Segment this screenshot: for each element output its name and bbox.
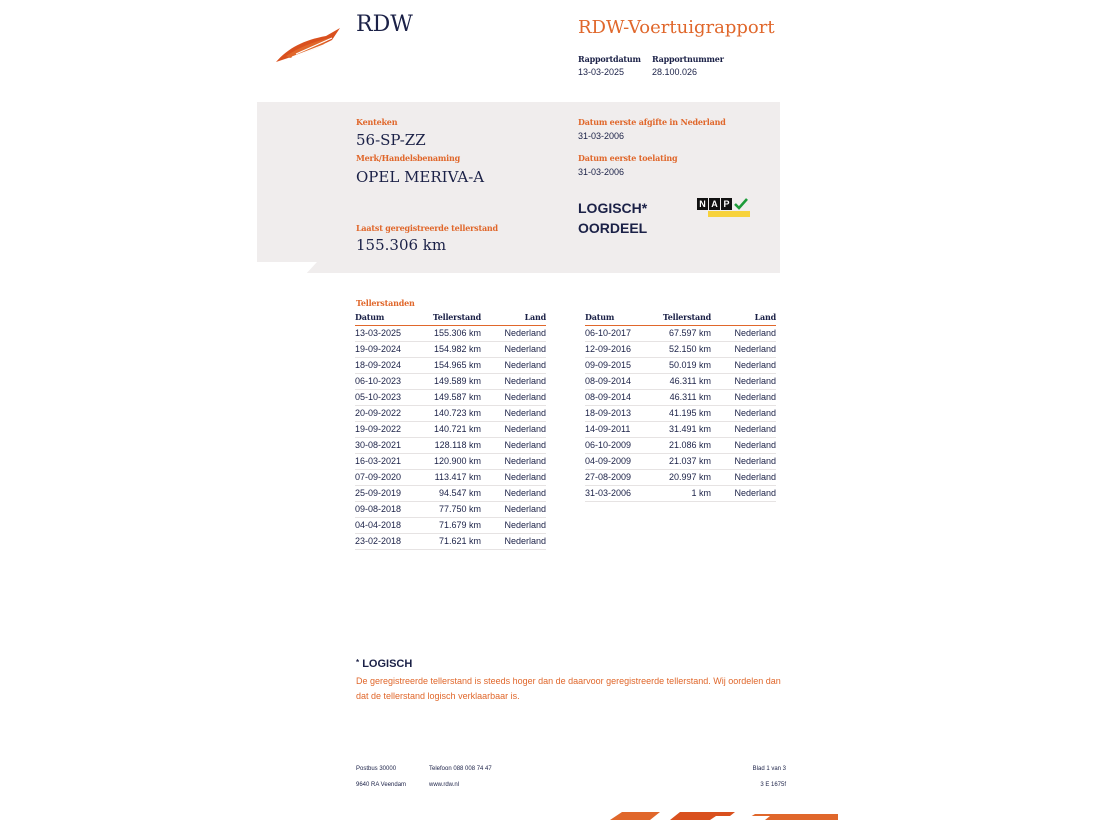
cell-land: Nederland bbox=[711, 406, 776, 422]
cell-datum: 08-09-2014 bbox=[585, 390, 655, 406]
table-row bbox=[355, 518, 546, 534]
afgifte-value: 31-03-2006 bbox=[578, 131, 625, 141]
table-row bbox=[585, 422, 776, 438]
cell-land: Nederland bbox=[481, 326, 546, 342]
table-row bbox=[585, 438, 776, 454]
org-name: RDW bbox=[356, 12, 413, 37]
table-row bbox=[585, 374, 776, 390]
cell-tellerstand: 154.965 km bbox=[425, 358, 481, 374]
tellerstanden-table-left bbox=[355, 312, 546, 550]
cell-tellerstand: 155.306 km bbox=[425, 326, 481, 342]
table-row bbox=[585, 454, 776, 470]
table-row bbox=[585, 470, 776, 486]
nap-yellow-bar bbox=[708, 211, 750, 217]
cell-tellerstand: 21.086 km bbox=[655, 438, 711, 454]
cell-datum: 05-10-2023 bbox=[355, 390, 425, 406]
cell-tellerstand: 140.721 km bbox=[425, 422, 481, 438]
cell-land: Nederland bbox=[481, 438, 546, 454]
tellerstand-value: 155.306 km bbox=[356, 236, 447, 254]
cell-land: Nederland bbox=[481, 358, 546, 374]
footnote-text-line1: De geregistreerde tellerstand is steeds hoger dan de daarvoor geregistreerde tellerstand. Wij oordelen dan bbox=[356, 676, 781, 686]
table-row bbox=[585, 406, 776, 422]
cell-tellerstand: 128.118 km bbox=[425, 438, 481, 454]
tellerstanden-table-right bbox=[585, 312, 776, 502]
kenteken-value: 56-SP-ZZ bbox=[356, 131, 426, 149]
cell-datum: 04-09-2009 bbox=[585, 454, 655, 470]
cell-tellerstand: 77.750 km bbox=[425, 502, 481, 518]
cell-tellerstand: 1 km bbox=[655, 486, 711, 502]
footer-telefoon: Telefoon 088 008 74 47 bbox=[429, 766, 492, 772]
cell-tellerstand: 46.311 km bbox=[655, 390, 711, 406]
cell-datum: 12-09-2016 bbox=[585, 342, 655, 358]
table-row bbox=[585, 390, 776, 406]
cell-land: Nederland bbox=[481, 502, 546, 518]
cell-datum: 16-03-2021 bbox=[355, 454, 425, 470]
nap-letter-p: P bbox=[721, 198, 732, 210]
col-land: Land bbox=[481, 312, 546, 326]
footnote-text-line2: dat de tellerstand logisch verklaarbaar is. bbox=[356, 691, 520, 701]
vehicle-summary-panel bbox=[257, 102, 780, 273]
cell-land: Nederland bbox=[481, 374, 546, 390]
cell-tellerstand: 52.150 km bbox=[655, 342, 711, 358]
col-land: Land bbox=[711, 312, 776, 326]
cell-datum: 19-09-2024 bbox=[355, 342, 425, 358]
table-row bbox=[355, 502, 546, 518]
cell-land: Nederland bbox=[481, 486, 546, 502]
tellerstanden-title: Tellerstanden bbox=[356, 298, 415, 308]
cell-land: Nederland bbox=[481, 454, 546, 470]
merk-label: Merk/Handelsbenaming bbox=[356, 153, 461, 163]
cell-tellerstand: 149.589 km bbox=[425, 374, 481, 390]
footer-address: 9640 RA Veendam bbox=[356, 782, 407, 788]
table-row bbox=[585, 342, 776, 358]
cell-tellerstand: 50.019 km bbox=[655, 358, 711, 374]
table-row bbox=[585, 486, 776, 502]
table-row bbox=[355, 358, 546, 374]
nap-letter-a: A bbox=[709, 198, 720, 210]
cell-datum: 09-09-2015 bbox=[585, 358, 655, 374]
cell-land: Nederland bbox=[481, 422, 546, 438]
kenteken-label: Kenteken bbox=[356, 117, 398, 127]
cell-datum: 06-10-2023 bbox=[355, 374, 425, 390]
footer-postbus: Postbus 30000 bbox=[356, 766, 397, 772]
cell-tellerstand: 154.982 km bbox=[425, 342, 481, 358]
cell-land: Nederland bbox=[481, 534, 546, 550]
rdw-logo-icon bbox=[274, 26, 344, 64]
footer-website: www.rdw.nl bbox=[429, 782, 460, 788]
cell-tellerstand: 46.311 km bbox=[655, 374, 711, 390]
cell-datum: 13-03-2025 bbox=[355, 326, 425, 342]
cell-land: Nederland bbox=[481, 406, 546, 422]
table-row bbox=[355, 534, 546, 550]
cell-tellerstand: 94.547 km bbox=[425, 486, 481, 502]
cell-datum: 08-09-2014 bbox=[585, 374, 655, 390]
cell-land: Nederland bbox=[711, 374, 776, 390]
cell-datum: 20-09-2022 bbox=[355, 406, 425, 422]
table-row bbox=[355, 326, 546, 342]
cell-tellerstand: 41.195 km bbox=[655, 406, 711, 422]
nap-letter-n: N bbox=[697, 198, 708, 210]
cell-land: Nederland bbox=[711, 342, 776, 358]
cell-datum: 04-04-2018 bbox=[355, 518, 425, 534]
table-row bbox=[355, 470, 546, 486]
toelating-value: 31-03-2006 bbox=[578, 167, 625, 177]
rapportnummer-label: Rapportnummer bbox=[652, 54, 724, 64]
cell-tellerstand: 71.679 km bbox=[425, 518, 481, 534]
table-row bbox=[355, 422, 546, 438]
cell-tellerstand: 149.587 km bbox=[425, 390, 481, 406]
rapportdatum-label: Rapportdatum bbox=[578, 54, 641, 64]
cell-tellerstand: 71.621 km bbox=[425, 534, 481, 550]
footer-page-number: Blad 1 van 3 bbox=[752, 766, 786, 772]
table-row bbox=[355, 342, 546, 358]
footnote-star: * bbox=[356, 658, 360, 667]
cell-datum: 31-03-2006 bbox=[585, 486, 655, 502]
cell-datum: 14-09-2011 bbox=[585, 422, 655, 438]
table-row bbox=[355, 486, 546, 502]
oordeel-line1: LOGISCH* bbox=[578, 200, 648, 216]
cell-land: Nederland bbox=[481, 470, 546, 486]
cell-datum: 30-08-2021 bbox=[355, 438, 425, 454]
col-datum: Datum bbox=[355, 312, 425, 326]
col-tellerstand: Tellerstand bbox=[425, 312, 481, 326]
cell-datum: 06-10-2017 bbox=[585, 326, 655, 342]
cell-land: Nederland bbox=[481, 518, 546, 534]
cell-datum: 23-02-2018 bbox=[355, 534, 425, 550]
table-row bbox=[355, 406, 546, 422]
cell-land: Nederland bbox=[481, 342, 546, 358]
table-row bbox=[355, 390, 546, 406]
table-row bbox=[585, 358, 776, 374]
cell-tellerstand: 31.491 km bbox=[655, 422, 711, 438]
table-row bbox=[355, 454, 546, 470]
cell-land: Nederland bbox=[711, 438, 776, 454]
rapportdatum-value: 13-03-2025 bbox=[578, 67, 625, 77]
cell-land: Nederland bbox=[711, 422, 776, 438]
cell-land: Nederland bbox=[481, 390, 546, 406]
cell-land: Nederland bbox=[711, 390, 776, 406]
cell-datum: 25-09-2019 bbox=[355, 486, 425, 502]
cell-datum: 18-09-2024 bbox=[355, 358, 425, 374]
col-datum: Datum bbox=[585, 312, 655, 326]
cell-datum: 07-09-2020 bbox=[355, 470, 425, 486]
cell-tellerstand: 67.597 km bbox=[655, 326, 711, 342]
cell-tellerstand: 20.997 km bbox=[655, 470, 711, 486]
rapportnummer-value: 28.100.026 bbox=[652, 67, 698, 77]
col-tellerstand: Tellerstand bbox=[655, 312, 711, 326]
cell-land: Nederland bbox=[711, 326, 776, 342]
table-row bbox=[355, 374, 546, 390]
cell-tellerstand: 140.723 km bbox=[425, 406, 481, 422]
cell-tellerstand: 120.900 km bbox=[425, 454, 481, 470]
cell-datum: 18-09-2013 bbox=[585, 406, 655, 422]
toelating-label: Datum eerste toelating bbox=[578, 153, 678, 163]
cell-datum: 06-10-2009 bbox=[585, 438, 655, 454]
table-row bbox=[355, 438, 546, 454]
nap-badge bbox=[697, 197, 749, 211]
cell-land: Nederland bbox=[711, 454, 776, 470]
tellerstand-label: Laatst geregistreerde tellerstand bbox=[356, 223, 498, 233]
table-row bbox=[585, 326, 776, 342]
footnote-title-text: LOGISCH bbox=[362, 658, 413, 670]
cell-land: Nederland bbox=[711, 486, 776, 502]
footer-stripes-icon bbox=[610, 811, 838, 820]
cell-datum: 27-08-2009 bbox=[585, 470, 655, 486]
cell-datum: 09-08-2018 bbox=[355, 502, 425, 518]
oordeel-line2: OORDEEL bbox=[578, 220, 648, 236]
footnote-title bbox=[356, 658, 412, 670]
panel-notch bbox=[257, 262, 317, 275]
cell-land: Nederland bbox=[711, 358, 776, 374]
cell-datum: 19-09-2022 bbox=[355, 422, 425, 438]
cell-land: Nederland bbox=[711, 470, 776, 486]
footer-code: 3 E 1675f bbox=[760, 782, 786, 788]
cell-tellerstand: 21.037 km bbox=[655, 454, 711, 470]
report-title: RDW-Voertuigrapport bbox=[578, 17, 775, 38]
checkmark-icon bbox=[733, 197, 749, 211]
cell-tellerstand: 113.417 km bbox=[425, 470, 481, 486]
merk-value: OPEL MERIVA-A bbox=[356, 168, 485, 186]
afgifte-label: Datum eerste afgifte in Nederland bbox=[578, 117, 726, 127]
